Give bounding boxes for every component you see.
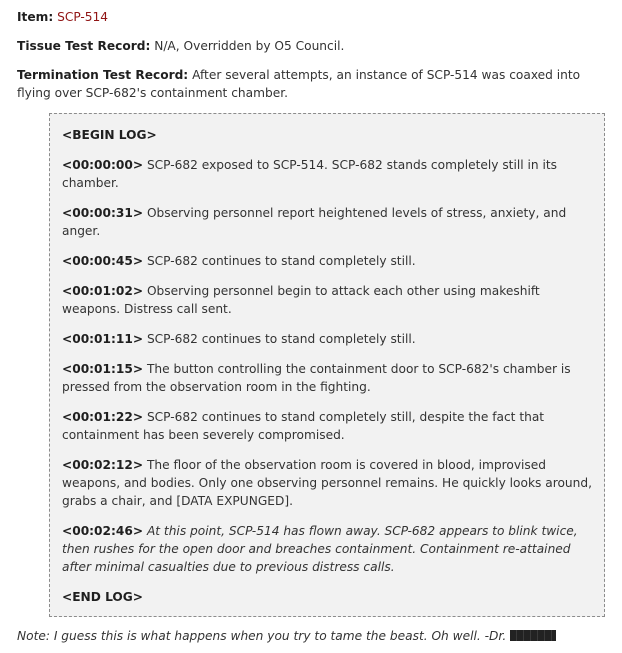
item-link[interactable]: SCP-514 <box>57 10 109 24</box>
log-entry-text: At this point, SCP-514 has flown away. SCP-682 appears to blink twice, then rushes for the open door and breaches containment. Containment re-attained after minimal casualties due to previous distress calls. <box>62 524 578 574</box>
log-entry <box>62 408 592 444</box>
log-entry <box>62 522 592 576</box>
termination-test-value: After several attempts, an instance of SCP-514 was coaxed into flying over SCP-682's containment chamber. <box>17 68 581 100</box>
log-entry <box>62 282 592 318</box>
tissue-test-value: N/A, Overridden by O5 Council. <box>154 39 345 53</box>
redaction-block <box>510 630 556 641</box>
log-begin <box>62 126 592 144</box>
log-entry-text: SCP-682 continues to stand completely still. <box>146 332 416 346</box>
tissue-test-label: Tissue Test Record: <box>17 39 151 53</box>
log-entry-time: <00:01:15> <box>62 362 144 376</box>
log-entry-time: <00:02:12> <box>62 458 144 472</box>
log-entry <box>62 330 592 348</box>
tissue-test-field <box>17 37 607 55</box>
log-begin-marker: <BEGIN LOG> <box>62 128 157 142</box>
log-entry-text: SCP-682 continues to stand completely still. <box>146 254 416 268</box>
log-entry <box>62 156 592 192</box>
researcher-note-text: Note: I guess this is what happens when you try to tame the beast. Oh well. -Dr. <box>17 629 507 643</box>
researcher-note <box>17 627 607 645</box>
log-entry-time: <00:00:00> <box>62 158 144 172</box>
test-log-box <box>49 113 605 617</box>
termination-test-label: Termination Test Record: <box>17 68 189 82</box>
log-entry-time: <00:01:02> <box>62 284 144 298</box>
item-field <box>17 8 607 26</box>
log-entry-text: Observing personnel begin to attack each other using makeshift weapons. Distress call sent. <box>62 284 540 316</box>
log-entry-time: <00:01:11> <box>62 332 144 346</box>
log-entry-time: <00:02:46> <box>62 524 144 538</box>
log-entry-text: SCP-682 exposed to SCP-514. SCP-682 stands completely still in its chamber. <box>62 158 557 190</box>
log-entry <box>62 456 592 510</box>
log-entry-time: <00:01:22> <box>62 410 144 424</box>
log-entry <box>62 360 592 396</box>
log-entry-text: The button controlling the containment door to SCP-682's chamber is pressed from the observation room in the fighting. <box>62 362 571 394</box>
log-end-marker: <END LOG> <box>62 590 144 604</box>
log-entry-text: SCP-682 continues to stand completely still, despite the fact that containment has been severely compromised. <box>62 410 545 442</box>
log-entry <box>62 204 592 240</box>
termination-test-field <box>17 66 607 102</box>
item-label: Item: <box>17 10 54 24</box>
log-entry-text: Observing personnel report heightened levels of stress, anxiety, and anger. <box>62 206 567 238</box>
log-entry-time: <00:00:45> <box>62 254 144 268</box>
log-end <box>62 588 592 606</box>
log-entry <box>62 252 592 270</box>
log-entry-text: The floor of the observation room is covered in blood, improvised weapons, and bodies. Only one observing personnel remains. He quickly looks around, grabs a chair, and [DATA EXPUNGED]. <box>62 458 592 508</box>
log-entry-time: <00:00:31> <box>62 206 144 220</box>
